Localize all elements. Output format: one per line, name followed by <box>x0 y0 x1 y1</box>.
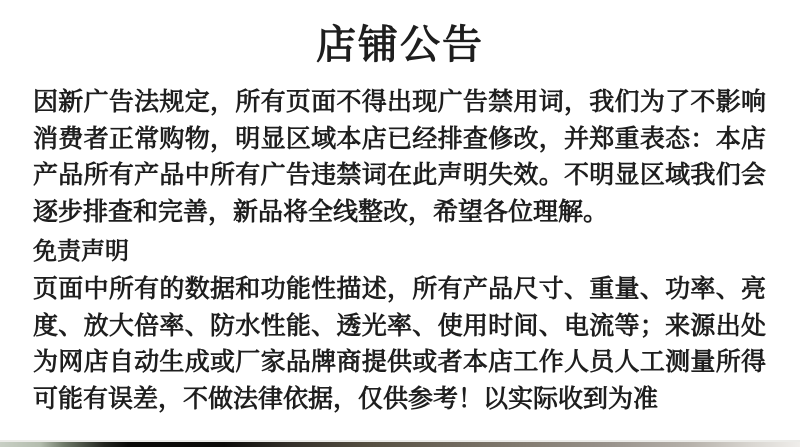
next-image-edge-strip <box>0 440 800 447</box>
notice-body <box>33 84 766 417</box>
notice-line: 消费者正常购物，明显区域本店已经排查修改，并郑重表态：本店 <box>33 124 766 153</box>
paragraph-disclaimer <box>33 234 766 417</box>
notice-line: 产品所有产品中所有广告违禁词在此声明失效。不明显区域我们会 <box>33 161 766 190</box>
paragraph-regulation <box>33 84 766 230</box>
disclaimer-line: 为网店自动生成或厂家品牌商提供或者本店工作人员人工测量所得 <box>33 348 766 377</box>
notice-line: 逐步排查和完善，新品将全线整改，希望各位理解。 <box>33 197 609 226</box>
notice-line: 因新广告法规定，所有页面不得出现广告禁用词，我们为了不影响 <box>33 88 766 116</box>
disclaimer-line: 度、放大倍率、防水性能、透光率、使用时间、电流等；来源出处 <box>33 311 766 340</box>
page-title: 店铺公告 <box>316 23 484 67</box>
disclaimer-line: 可能有误差，不做法律依据，仅供参考！以实际收到为准 <box>33 384 659 413</box>
disclaimer-line: 页面中所有的数据和功能性描述，所有产品尺寸、重量、功率、亮 <box>33 274 766 303</box>
disclaimer-heading: 免责声明 <box>33 238 129 266</box>
